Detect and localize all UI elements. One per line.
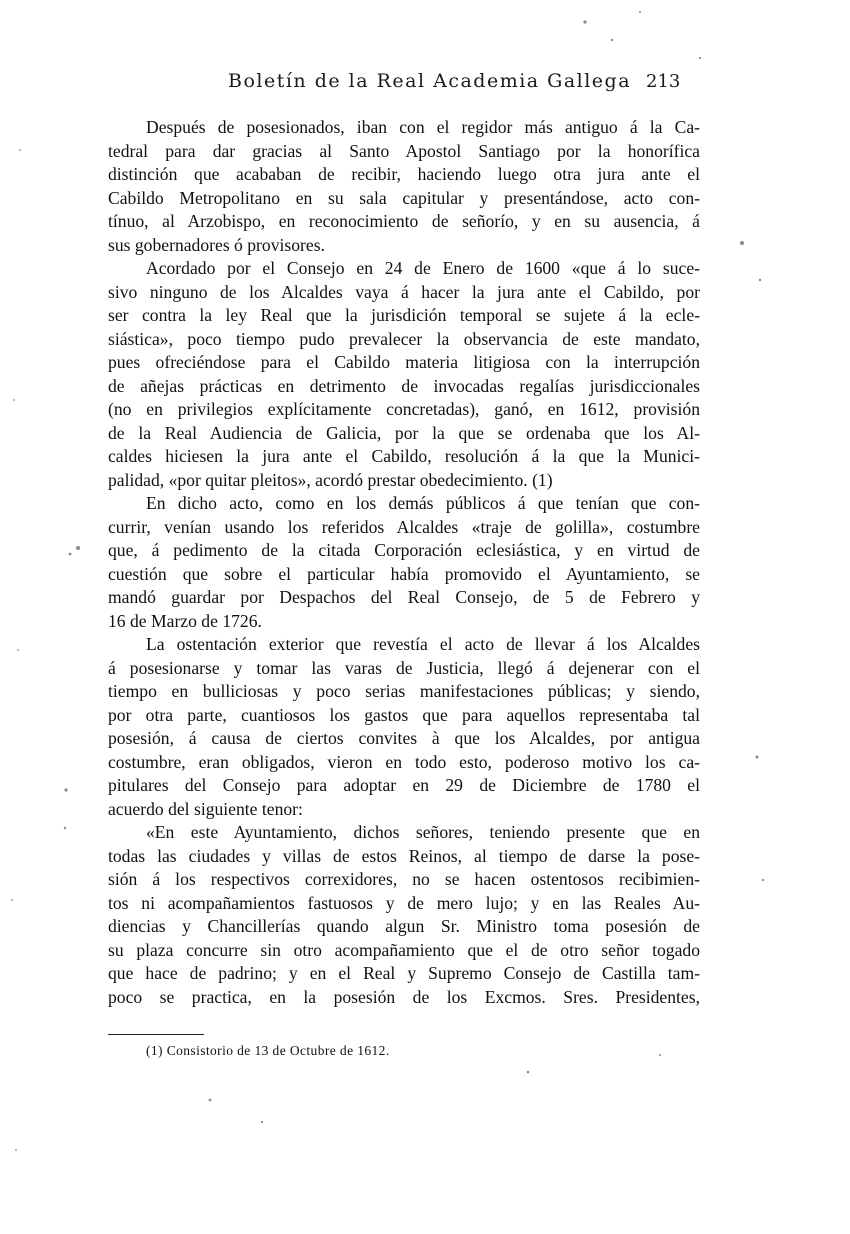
text-line: mandó guardar por Despachos del Real Consejo, de 5 de Febrero y [108,587,700,607]
text-line: distinción que acababan de recibir, haciendo luego otra jura ante el [108,164,700,184]
footnote-rule [108,1034,204,1035]
text-line: su plaza concurre sin otro acompañamiento que el de otro señor togado [108,939,700,960]
text-line: posesión, á causa de ciertos convites à que los Alcaldes, por antigua [108,728,700,748]
text-line: todas las ciudades y villas de estos Reinos, al tiempo de darse la pose- [108,845,700,866]
text-line: tedral para dar gracias al Santo Apostol Santiago por la honorífica [108,140,700,161]
text-line: Acordado por el Consejo en 24 de Enero de 1600 «que á lo suce- [146,258,700,278]
text-line: tos ni acompañamientos fastuosos y de mero lujo; y en las Reales Au- [108,892,700,913]
text-line: sus gobernadores ó provisores. [108,234,325,255]
footnote: (1) Consistorio de 13 de Octubre de 1612. [146,1043,390,1058]
text-line: currir, venían usando los referidos Alcaldes «traje de golilla», costumbre [108,516,700,537]
text-line: caldes hiciesen la jura ante el Cabildo, resolución á la que la Munici- [108,446,700,466]
text-line: diencias y Chancillerías quando algun Sr. Ministro toma posesión de [108,916,700,936]
text-line: que, á pedimento de la citada Corporación eclesiástica, y en virtud de [108,540,700,560]
text-line: á posesionarse y tomar las varas de Justicia, llegó á dejenerar con el [108,657,700,678]
text-line: tiempo en bulliciosas y poco serias manifestaciones públicas; y siendo, [108,681,700,701]
running-head [0,70,850,100]
text-line: acuerdo del siguiente tenor: [108,798,303,819]
text-line: cuestión que sobre el particular había promovido el Ayuntamiento, se [108,563,700,584]
journal-title: Boletín de la Real Academia Gallega [228,70,632,92]
text-line: de añejas prácticas en detrimento de invocadas regalías jurisdiccionales [108,375,700,396]
text-line: por otra parte, cuantiosos los gastos que para aquellos representaba tal [108,704,700,725]
body-text [108,116,700,1009]
text-line: siástica», poco tiempo pudo prevalecer la observancia de este mandato, [108,328,700,349]
text-line: (no en privilegios explícitamente concretadas), ganó, en 1612, provisión [108,399,700,419]
text-line: 16 de Marzo de 1726. [108,610,262,631]
text-line: sión á los respectivos correxidores, no se hacen ostentosos recibimien- [108,869,700,889]
text-line: palidad, «por quitar pleitos», acordó prestar obedecimiento. (1) [108,469,553,490]
text-line: «En este Ayuntamiento, dichos señores, teniendo presente que en [146,822,700,842]
text-line: costumbre, eran obligados, vieron en todo esto, poderoso motivo los ca- [108,751,700,772]
text-line: Cabildo Metropolitano en su sala capitular y presentándose, acto con- [108,187,700,208]
text-line: sivo ninguno de los Alcaldes vaya á hacer la jura ante el Cabildo, por [108,281,700,302]
text-line: que hace de padrino; y en el Real y Supremo Consejo de Castilla tam- [108,963,700,983]
text-line: En dicho acto, como en los demás públicos á que tenían que con- [146,493,700,513]
page-number: 213 [646,71,681,92]
text-line: tínuo, al Arzobispo, en reconocimiento de señorío, y en su ausencia, á [108,211,700,231]
text-line: poco se practica, en la posesión de los Excmos. Sres. Presidentes, [108,986,700,1007]
text-line: pues ofreciéndose para el Cabildo materia litigiosa con la interrupción [108,352,700,372]
text-line: ser contra la ley Real que la jurisdición temporal se sujete á la ecle- [108,305,700,325]
text-line: La ostentación exterior que revestía el acto de llevar á los Alcaldes [146,634,700,654]
text-line: pitulares del Consejo para adoptar en 29 de Diciembre de 1780 el [108,775,700,795]
text-line: Después de posesionados, iban con el regidor más antiguo á la Ca- [146,117,700,137]
text-line: de la Real Audiencia de Galicia, por la que se ordenaba que los Al- [108,422,700,443]
